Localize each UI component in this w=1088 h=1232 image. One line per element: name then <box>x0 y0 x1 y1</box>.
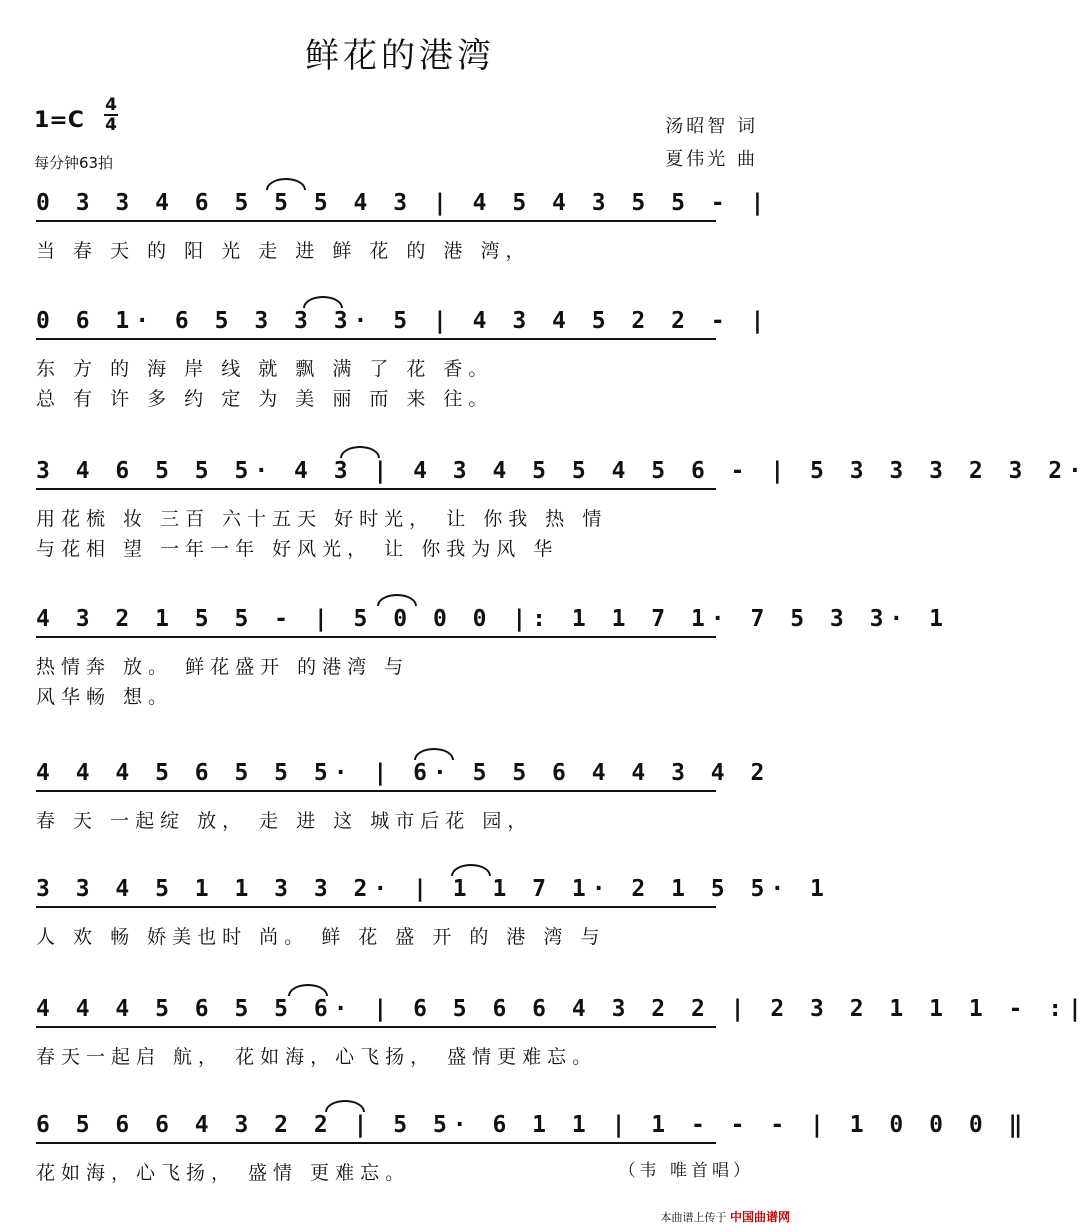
lyrics-line: 总 有 许 多 约 定 为 美 丽 而 来 往。 <box>36 388 494 410</box>
footer <box>660 1208 790 1225</box>
slur-mark <box>451 864 491 876</box>
lyrics-line: 春天一起启 航， 花如海，心飞扬， 盛情更难忘。 <box>36 1046 598 1068</box>
lyrics-line: 当 春 天 的 阳 光 走 进 鲜 花 的 港 湾， <box>36 240 531 262</box>
time-sig-top: 4 <box>105 95 117 115</box>
composer-credit: 夏伟光 曲 <box>665 149 758 170</box>
slur-mark <box>414 748 454 760</box>
beam-line <box>36 636 716 638</box>
lyrics-line: 人 欢 畅 娇美也时 尚。 鲜 花 盛 开 的 港 湾 与 <box>36 926 606 948</box>
beam-line <box>36 338 716 340</box>
lyrics-line: 春 天 一起绽 放， 走 进 这 城市后花 园， <box>36 810 533 832</box>
lyrics-line: 与花相 望 一年一年 好风光， 让 你我为风 华 <box>36 538 559 560</box>
lyrics-line: 热情奔 放。 鲜花盛开 的港湾 与 <box>36 656 410 678</box>
notes-line: 0 6 1· 6 5 3 3 3· 5 | 4 3 4 5 2 2 - | <box>36 308 771 334</box>
tempo-marking: 每分钟63拍 <box>34 154 114 172</box>
beam-line <box>36 1026 716 1028</box>
notes-line: 4 3 2 1 5 5 - | 5 0 0 0 |: 1 1 7 1· 7 5 3 3· 1 <box>36 606 949 632</box>
slur-mark <box>340 446 380 458</box>
beam-line <box>36 906 716 908</box>
singer-credit: （韦 唯首唱） <box>618 1161 754 1181</box>
slur-mark <box>325 1100 365 1112</box>
beam-line <box>36 790 716 792</box>
beam-line <box>36 220 716 222</box>
beam-line <box>36 1142 716 1144</box>
slur-mark <box>266 178 306 190</box>
notes-line: 6 5 6 6 4 3 2 2 | 5 5· 6 1 1 | 1 - - - | 1 0 0 0 ‖ <box>36 1112 1029 1138</box>
footer-text: 本曲谱上传于 <box>660 1211 727 1224</box>
notes-line: 3 4 6 5 5 5· 4 3 | 4 3 4 5 5 4 5 6 - | 5 3 3 3 2 3 2· <box>36 458 1088 484</box>
time-signature <box>104 96 118 134</box>
lyrics-line: 风华畅 想。 <box>36 686 174 708</box>
lyrics-line: 东 方 的 海 岸 线 就 飘 满 了 花 香。 <box>36 358 494 380</box>
slur-mark <box>288 984 328 996</box>
notes-line: 4 4 4 5 6 5 5 5· | 6· 5 5 6 4 4 3 4 2 <box>36 760 771 786</box>
slur-mark <box>303 296 343 308</box>
beam-line <box>36 488 716 490</box>
slur-mark <box>377 594 417 606</box>
time-sig-bottom: 4 <box>105 115 117 135</box>
notes-line: 0 3 3 4 6 5 5 5 4 3 | 4 5 4 3 5 5 - | <box>36 190 771 216</box>
key-signature: 1=C <box>34 108 84 133</box>
lyrics-line: 用花梳 妆 三百 六十五天 好时光， 让 你我 热 情 <box>36 508 608 530</box>
site-logo: 中国曲谱网 <box>729 1210 790 1224</box>
page-title: 鲜花的港湾 <box>305 36 495 76</box>
notes-line: 4 4 4 5 6 5 5 6· | 6 5 6 6 4 3 2 2 | 2 3 2 1 1 1 - :| <box>36 996 1088 1022</box>
lyrics-line: 花如海，心飞扬， 盛情 更难忘。 <box>36 1162 411 1184</box>
lyricist-credit: 汤昭智 词 <box>665 116 758 137</box>
notes-line: 3 3 4 5 1 1 3 3 2· | 1 1 7 1· 2 1 5 5· 1 <box>36 876 830 902</box>
